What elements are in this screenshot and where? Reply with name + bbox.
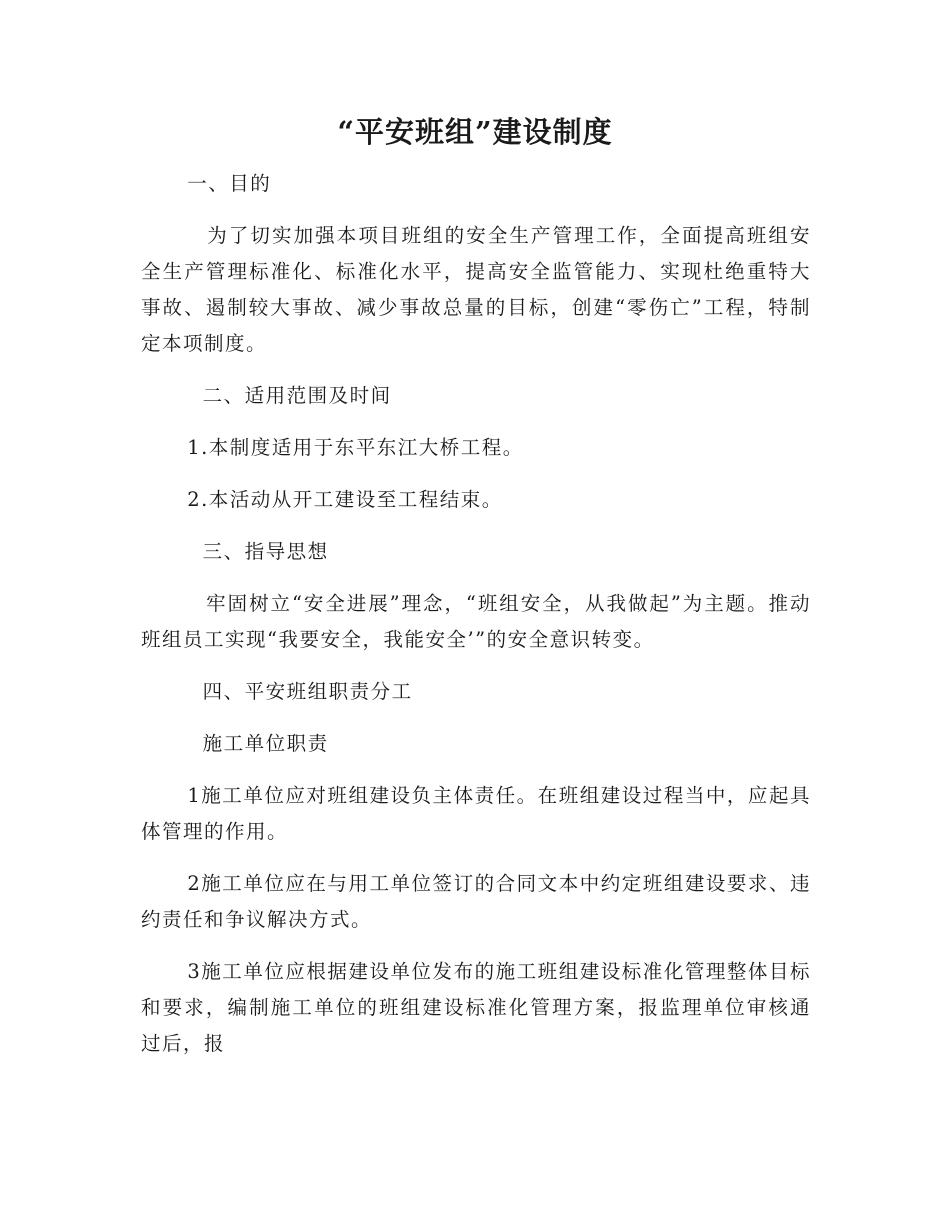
- list-item-scope-2: 2.本活动从开工建设至工程结束。: [141, 488, 503, 511]
- document-title: “平安班组”建设制度: [337, 115, 613, 149]
- list-item-scope-1: 1.本制度适用于东平东江大桥工程。: [141, 436, 524, 459]
- heading-scope: 二、适用范围及时间: [141, 384, 392, 407]
- subheading-contractor-duties: 施工单位职责: [141, 732, 329, 755]
- document-body: [141, 166, 811, 1062]
- heading-guiding-thought: 三、指导思想: [141, 540, 329, 563]
- paragraph-purpose: 为了切实加强本项目班组的安全生产管理工作，全面提高班组安全生产管理标准化、标准化水平，提高安全监管能力、实现杜绝重特大事故、遏制较大事故、减少事故总量的目标，创建“零伤亡”工程，特制定本项制度。: [141, 224, 811, 355]
- paragraph-guiding-thought: 牢固树立“安全进展”理念，“班组安全，从我做起”为主题。推动班组员工实现“我要安全，我能安全’”的安全意识转变。: [141, 592, 811, 651]
- heading-purpose: 一、目的: [141, 172, 272, 195]
- heading-responsibilities: 四、平安班组职责分工: [141, 680, 413, 703]
- list-item-duty-1: 1施工单位应对班组建设负主体责任。在班组建设过程当中，应起具体管理的作用。: [141, 784, 811, 843]
- list-item-duty-3: 3施工单位应根据建设单位发布的施工班组建设标准化管理整体目标和要求，编制施工单位的班组建设标准化管理方案，报监理单位审核通过后，报: [141, 960, 811, 1055]
- list-item-duty-2: 2施工单位应在与用工单位签订的合同文本中约定班组建设要求、违约责任和争议解决方式。: [141, 872, 811, 931]
